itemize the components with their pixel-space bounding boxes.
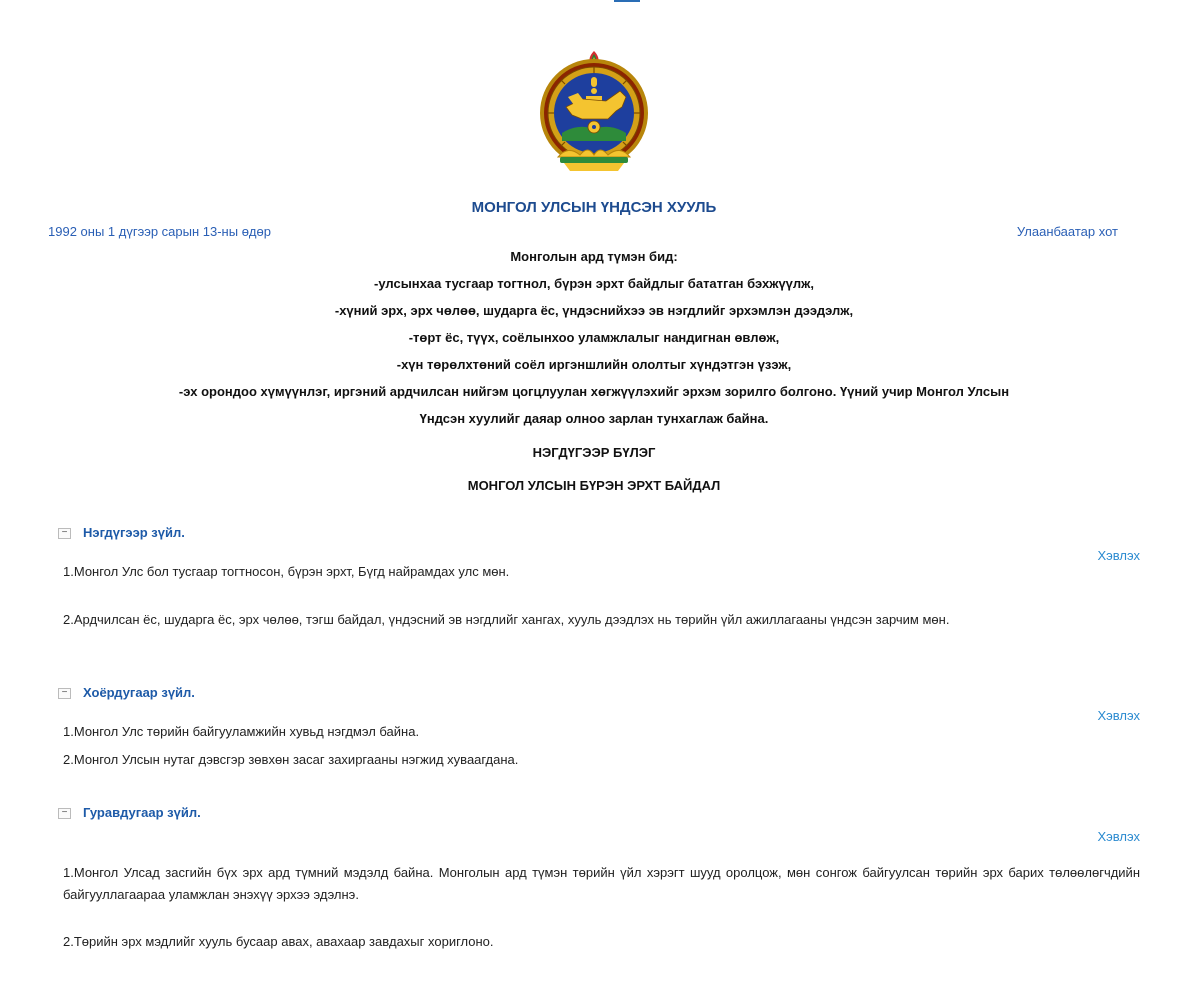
- collapse-toggle-icon[interactable]: −: [58, 808, 71, 819]
- article-paragraph: 2.Монгол Улсын нутаг дэвсгэр зөвхөн засаг захиргааны нэгжид хуваагдана.: [63, 752, 519, 767]
- chapter-name: МОНГОЛ УЛСЫН БҮРЭН ЭРХТ БАЙДАЛ: [467, 478, 721, 493]
- preamble-line: Үндсэн хуулийг даяар олноо зарлан тунхаглаж байна.: [419, 411, 769, 426]
- article-paragraph: 1.Монгол Улс бол тусгаар тогтносон, бүрэн эрхт, Бүгд найрамдах улс мөн.: [63, 564, 510, 579]
- article-title[interactable]: Нэгдүгээр зүйл.: [83, 525, 185, 540]
- print-link[interactable]: Хэвлэх: [1097, 708, 1140, 723]
- adoption-date: 1992 оны 1 дүгээр сарын 13-ны өдөр: [48, 224, 271, 239]
- article-paragraph: 1.Монгол Улсад засгийн бүх эрх ард түмний мэдэлд байна. Монголын ард түмэн төрийн үйл хэрэгт шууд оролцож, мөн сонгож байгуулсан төрийн эрх барих төлөөлөгчдийн байгууллагаараа уламжлан энэхүү эрхээ эдэлнэ.: [63, 865, 1140, 902]
- top-accent-bar: [614, 0, 640, 2]
- preamble-line: -хүний эрх, эрх чөлөө, шударга ёс, үндэснийхээ эв нэгдлийг эрхэмлэн дээдэлж,: [334, 303, 854, 318]
- preamble-line: -хүн төрөлхтөний соёл иргэншлийн ололтыг хүндэтгэн үзэж,: [396, 357, 792, 372]
- article-paragraph: 1.Монгол Улс төрийн байгууламжийн хувьд нэгдмэл байна.: [63, 724, 420, 739]
- preamble-line: -улсынхаа тусгаар тогтнол, бүрэн эрхт байдлыг бататган бэхжүүлж,: [374, 276, 814, 291]
- article-title[interactable]: Хоёрдугаар зүйл.: [83, 685, 195, 700]
- preamble-line: -төрт ёс, түүх, соёлынхоо уламжлалыг нандигнан өвлөж,: [408, 330, 780, 345]
- preamble-line: Монголын ард түмэн бид:: [510, 249, 678, 264]
- preamble-line: -эх орондоо хүмүүнлэг, иргэний ардчилсан нийгэм цогцлуулан хөгжүүлэхийг эрхэм зорилго болгоно. Үүний учир Монгол Улсын: [178, 384, 1010, 399]
- print-link[interactable]: Хэвлэх: [1097, 829, 1140, 844]
- document-title: МОНГОЛ УЛСЫН ҮНДСЭН ХУУЛЬ: [471, 199, 717, 216]
- print-link[interactable]: Хэвлэх: [1097, 548, 1140, 563]
- article-title[interactable]: Гуравдугаар зүйл.: [83, 805, 201, 820]
- article-paragraph: 2.Төрийн эрх мэдлийг хууль бусаар авах, авахаар завдахыг хориглоно.: [63, 934, 494, 949]
- adoption-place: Улаанбаатар хот: [1016, 224, 1118, 239]
- collapse-toggle-icon[interactable]: −: [58, 688, 71, 699]
- chapter-number: НЭГДҮГЭЭР БҮЛЭГ: [532, 445, 656, 460]
- collapse-toggle-icon[interactable]: −: [58, 528, 71, 539]
- state-emblem-icon: [538, 49, 650, 173]
- article-paragraph: 2.Ардчилсан ёс, шударга ёс, эрх чөлөө, тэгш байдал, үндэсний эв нэгдлийг хангах, хууль дээдлэх нь төрийн үйл ажиллагааны үндсэн зарчим мөн.: [63, 612, 950, 627]
